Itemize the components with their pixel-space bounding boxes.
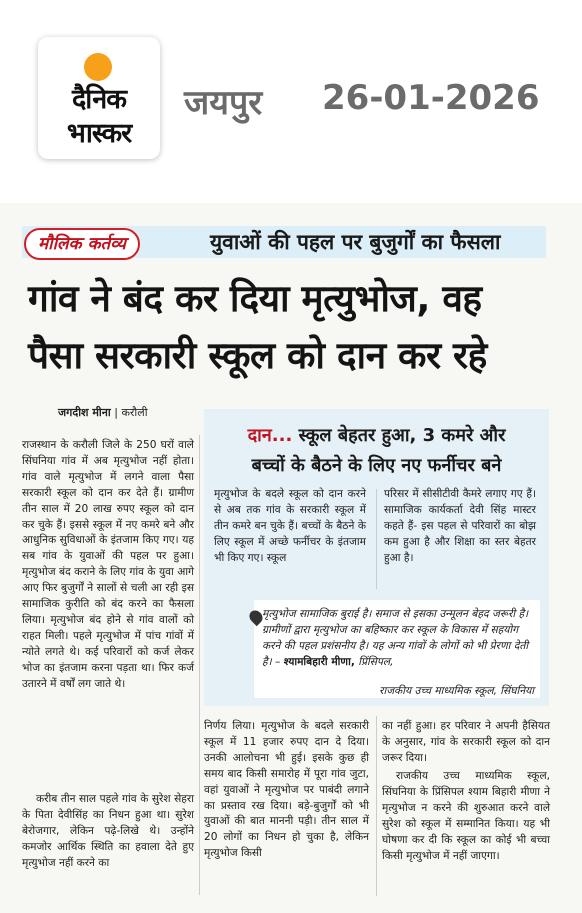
brand-logo[interactable] [38, 37, 160, 159]
byline-name: जगदीश मीना [58, 406, 111, 419]
column-1-top: राजस्थान के करौली जिले के 250 घरों वाले सिंघनिया गांव में अब मृत्युभोज नहीं होता। गांव वाले मृत्युभोज में लगने वाला पैसा सरकारी स्कूल को दान कर देते हैं। ग्रामीण तीन साल में 20 लाख रुपए स्कूल को दान कर चुके हैं। इससे स्कूल में नए कमरे बने और आधुनिक सुविधाओं के इंतजाम किए गए। यह सब गांव के युवाओं की पहल पर हुआ। मृत्युभोज बंद कराने के लिए गांव के युवा आगे आए फिर बुजुर्गों ने सालों से चली आ रही इस सामाजिक कुरीति को बंद करने का फैसला लिया। मृत्युभोज बंद होने से गांव वालों को राहत मिली। पहले मृत्युभोज में पांच गांवों में न्योते लगते थे। कई परिवारों को कर्ज लेकर भोज का इंतजाम करना पड़ता था। फिर कर्ज उतारने में वर्षों लग जाते थे। [22, 439, 194, 690]
quote-role: प्रिंसिपल, [354, 656, 394, 668]
column-3-bottom-2: राजकीय उच्च माध्यमिक स्कूल, सिंघनिया के प्रिंसिपल श्याम बिहारी मीणा ने मृत्युभोज न करने की शुरुआत करने वाले सुरेश को स्कूल में सम्मानित किया। यह भी घोषणा कर दी कि स्कूल का कोई भी बच्चा किसी मृत्युभोज में नहीं जाएगा। [382, 770, 550, 862]
box-column-1: मृत्युभोज के बदले स्कूल को दान करने से अब तक गांव के सरकारी स्कूल में तीन कमरे बन चुके हैं। बच्चों के बैठने के लिए स्कूल में अच्छे फर्नीचर के इंतजाम भी किए गए। स्कूल [214, 488, 366, 564]
quote-text: मृत्युभोज सामाजिक बुराई है। समाज से इसका उन्मूलन बेहद जरूरी है। ग्रामीणों द्वारा मृत्युभोज का बहिष्कार कर स्कूल के विकास में सहयोग करने की पहल प्रशंसनीय है। यह अन्य गांवों के लोगों को भी प्रेरणा देती है। – [262, 608, 529, 668]
column-3-bottom-1: का नहीं हुआ। हर परिवार ने अपनी हैसियत के अनुसार, गांव के सरकारी स्कूल को दान जरूर दिया। [382, 720, 550, 764]
quote-box [254, 600, 540, 698]
column-divider-1 [199, 435, 200, 895]
box-title-rest: स्कूल बेहतर हुआ, 3 कमरे और [292, 425, 506, 446]
sun-icon [84, 53, 112, 81]
edition-city: जयपुर [184, 83, 263, 123]
headline-line-2: पैसा सरकारी स्कूल को दान कर रहे [28, 334, 487, 377]
section-tag: मौलिक कर्तव्य [24, 228, 140, 260]
logo-text-line1: दैनिक [71, 84, 127, 115]
box-divider [376, 489, 377, 589]
kicker-bar [22, 226, 546, 258]
byline [58, 405, 148, 420]
column-2-bottom: निर्णय लिया। मृत्युभोज के बदले सरकारी स्कूल में 11 हजार रुपए दान दे दिया। उनकी आलोचना भी हुई। इसके कुछ ही समय बाद किसी समारोह में पूरा गांव जुटा, वहां युवाओं ने मृत्युभोज पर पाबंदी लगाने का प्रस्ताव रख दिया। बड़े-बुजुर्गों को भी युवाओं की बात माननी पड़ी। तीन साल में 20 लोगों का निधन हो चुका है, लेकिन मृत्युभोज किसी [204, 720, 369, 860]
box-title-line-2: बच्चों के बैठने के लिए नए फर्नीचर बने [251, 455, 502, 476]
headline-line-1: गांव ने बंद कर दिया मृत्युभोज, वह [28, 277, 482, 320]
logo-text-line2: भास्कर [66, 118, 132, 149]
article-headline [28, 270, 558, 384]
byline-place: करौली [121, 406, 148, 419]
quote-text-block [262, 606, 536, 670]
quote-author: श्यामबिहारी मीणा, [283, 656, 355, 668]
box-title-red: दान... [247, 425, 293, 446]
quote-organization: राजकीय उच्च माध्यमिक स्कूल, सिंघनिया [379, 685, 534, 697]
kicker-text: युवाओं की पहल पर बुजुर्गों का फैसला [210, 230, 501, 254]
column-1-bottom: करीब तीन साल पहले गांव के सुरेश सेहरा के पिता देवीसिंह का निधन हुआ था। सुरेश बेरोजगार, लेकिन पढ़े-लिखे थे। उन्होंने कमजोर आर्थिक स्थिति का हवाला देते हुए मृत्युभोज नहीं करने का [22, 793, 194, 869]
box-title-line-1 [204, 423, 549, 447]
app-header [0, 0, 582, 200]
column-divider-2 [376, 716, 377, 896]
box-column-2: परिसर में सीसीटीवी कैमरे लगाए गए हैं। सामाजिक कार्यकर्ता देवी सिंह मास्टर कहते हैं- इस पहल से परिवारों का बोझ कम हुआ है और शिक्षा का स्तर बेहतर हुआ है। [384, 488, 536, 564]
edition-date: 26-01-2026 [322, 78, 540, 118]
byline-separator: | [114, 406, 122, 419]
